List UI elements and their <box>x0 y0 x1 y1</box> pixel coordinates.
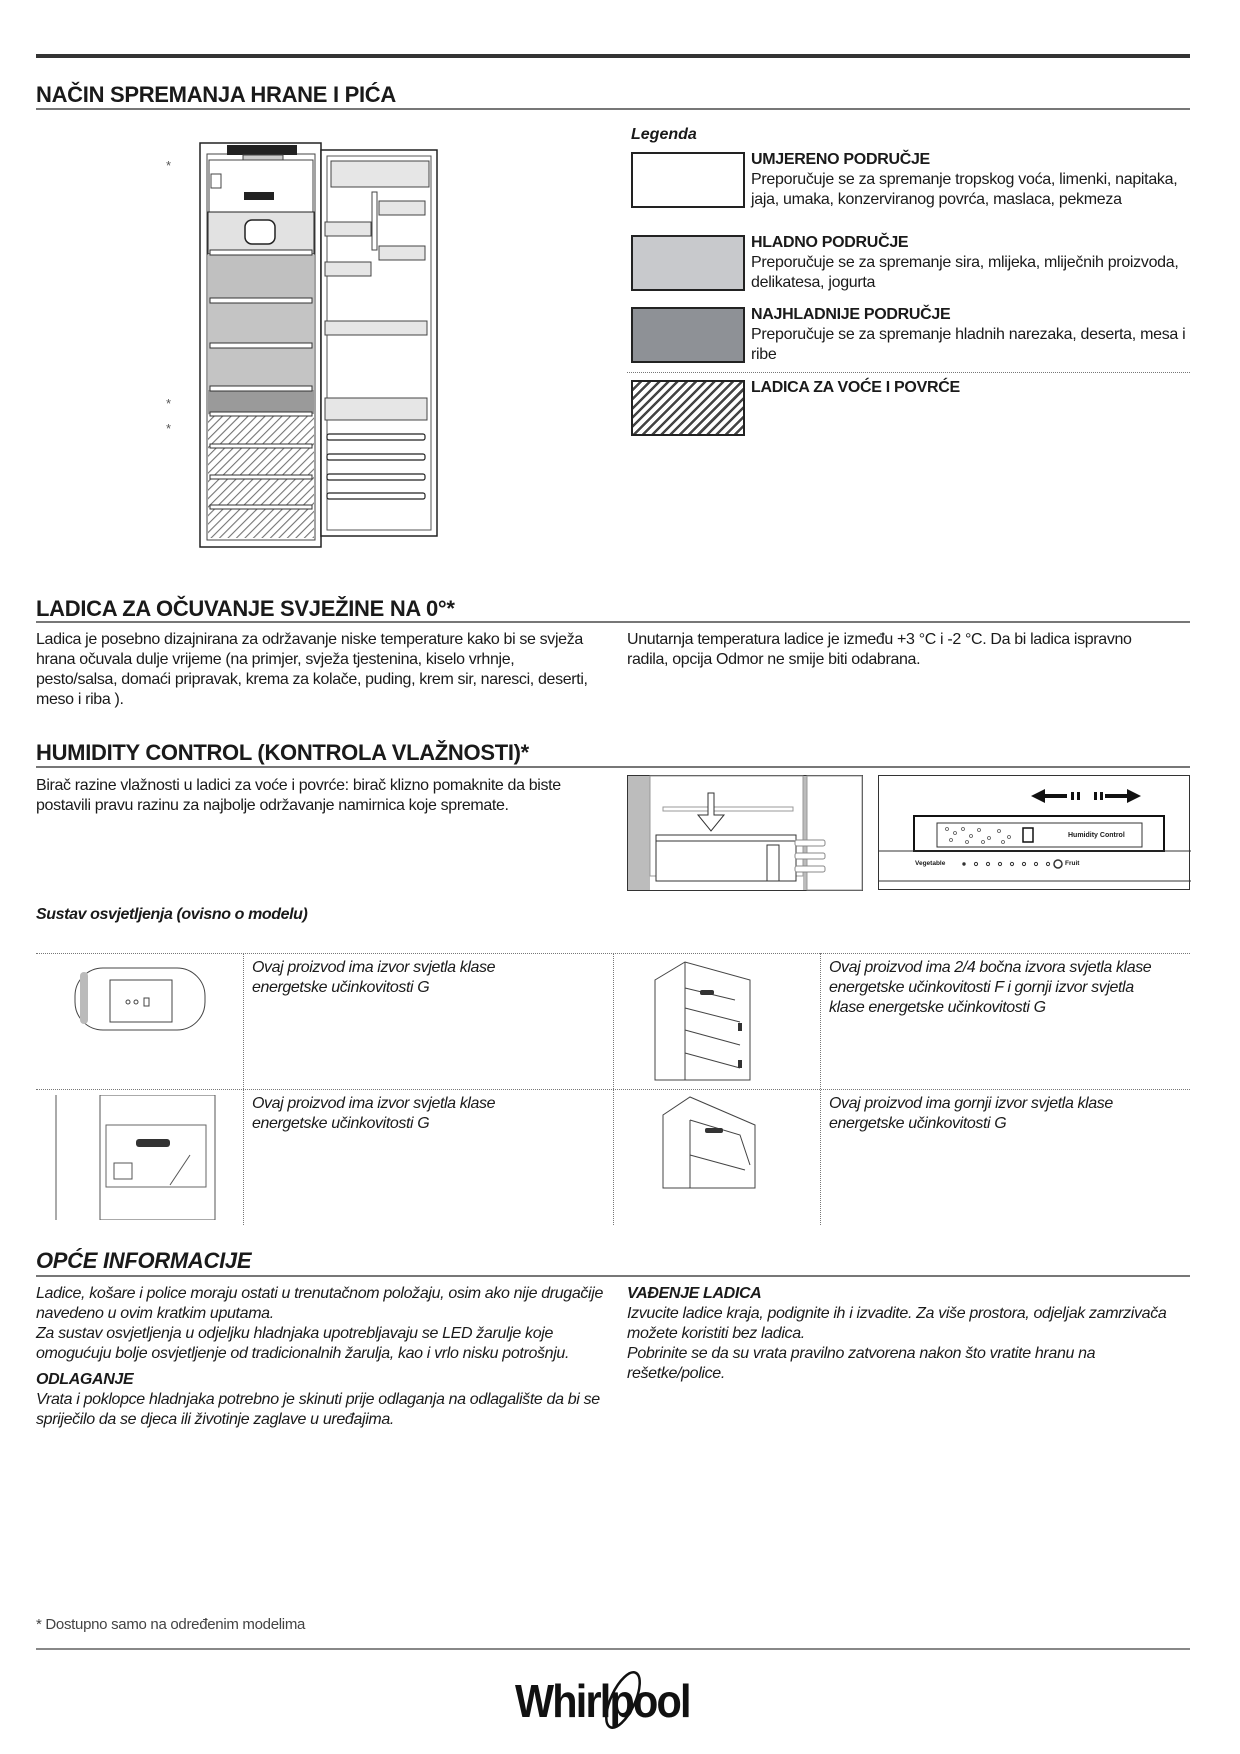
legend-item-title: HLADNO PODRUČJE <box>751 234 909 251</box>
section-title-humidity: HUMIDITY CONTROL (KONTROLA VLAŽNOSTI)* <box>36 740 529 765</box>
side-lights-illustration <box>650 960 760 1085</box>
slider-arrows-icon <box>879 776 1191 891</box>
crisper-drawer-illustration <box>627 775 863 891</box>
light-module-illustration <box>70 960 210 1040</box>
section-underline <box>36 766 1190 768</box>
legend-item-text: Preporučuje se za spremanje tropskog voća, limenki, napitaka, jaja, umaka, konzerviranog povrća, maslaca, pekmeza <box>751 171 1178 208</box>
legend-item-text: Preporučuje se za spremanje hladnih narezaka, deserta, mesa i ribe <box>751 326 1186 363</box>
humidity-control-label: Humidity Control <box>1068 832 1125 839</box>
legend-item-title: NAJHLADNIJE PODRUČJE <box>751 306 951 323</box>
legend-swatch-coldest <box>631 307 745 363</box>
disposal-text: Vrata i poklopce hladnjaka potrebno je skinuti prije odlaganja na odlagalište da bi se spriječilo da se djeca ili životinje zaglave u uređajima. <box>36 1391 600 1428</box>
footnote: * Dostupno samo na određenim modelima <box>36 1616 306 1633</box>
lighting-cell-text: Ovaj proizvod ima gornji izvor svjetla klase energetske učinkovitosti G <box>829 1095 1113 1132</box>
legend-item-title: LADICA ZA VOĆE I POVRĆE <box>751 379 960 396</box>
section-underline <box>36 621 1190 623</box>
bottom-rule <box>36 1648 1190 1650</box>
fruit-label: Fruit <box>1065 860 1080 867</box>
lighting-title: Sustav osvjetljenja (ovisno o modelu) <box>36 906 308 923</box>
general-paragraph: Za sustav osvjetljenja u odjeljku hladnjaka upotrebljavaju se LED žarulje koje omogućuju bolje osvjetljenje od tradicionalnih žarulja, kao i vrlo nisku potrošnju. <box>36 1325 570 1362</box>
humidity-slider-illustration <box>878 775 1190 890</box>
drawers-paragraph: Pobrinite se da su vrata pravilno zatvorena nakon što vratite hranu na rešetke/police. <box>627 1345 1096 1382</box>
disposal-title: ODLAGANJE <box>36 1371 134 1388</box>
grid-divider <box>820 953 821 1225</box>
general-right-column <box>627 1284 1172 1384</box>
lighting-cell-text: Ovaj proizvod ima 2/4 bočna izvora svjetla klase energetske učinkovitosti F i gornji izvor svjetla klase energetske učinkovitosti G <box>829 959 1152 1016</box>
asterisk-marker: * <box>166 158 172 173</box>
brand-name: Whirlpool <box>515 1675 690 1727</box>
lighting-cell-text: Ovaj proizvod ima izvor svjetla klase energetske učinkovitosti G <box>252 959 496 996</box>
fresh-drawer-right-text: Unutarnja temperatura ladice je između +3 °C i -2 °C. Da bi ladica ispravno radila, opcija Odmor ne smije biti odabrana. <box>627 631 1132 668</box>
grid-divider <box>613 953 614 1225</box>
humidity-text: Birač razine vlažnosti u ladici za voće i povrće: birač klizno pomaknite da biste postavili pravu razinu za najbolje održavanje namirnica koje spremate. <box>36 777 561 814</box>
legend-item-text: Preporučuje se za spremanje sira, mlijeka, mliječnih proizvoda, delikatesa, jogurta <box>751 254 1179 291</box>
section-underline <box>36 1275 1190 1277</box>
legend-item-crisper <box>751 378 1191 398</box>
drawers-title: VAĐENJE LADICA <box>627 1285 762 1302</box>
lighting-cell-text: Ovaj proizvod ima izvor svjetla klase energetske učinkovitosti G <box>252 1095 496 1132</box>
legend-swatch-moderate <box>631 152 745 208</box>
legend-divider <box>627 372 1190 373</box>
asterisk-marker: * <box>166 421 172 436</box>
legend-swatch-cold <box>631 235 745 291</box>
section-title-storage: NAČIN SPREMANJA HRANE I PIĆA <box>36 82 396 107</box>
legend-item-cold <box>751 233 1191 293</box>
grid-divider <box>243 953 244 1225</box>
vegetable-label: Vegetable <box>915 860 946 867</box>
legend-swatch-crisper <box>631 380 745 436</box>
top-light-illustration <box>660 1095 770 1190</box>
legend-item-coldest <box>751 305 1191 365</box>
legend-label: Legenda <box>631 126 697 143</box>
section-underline <box>36 108 1190 110</box>
section-title-fresh-drawer: LADICA ZA OČUVANJE SVJEŽINE NA 0°* <box>36 596 455 621</box>
general-left-column <box>36 1284 606 1430</box>
freezer-light-illustration <box>50 1095 230 1220</box>
section-title-general: OPĆE INFORMACIJE <box>36 1248 252 1273</box>
fridge-diagram <box>199 142 439 550</box>
whirlpool-logo <box>515 1668 725 1738</box>
legend-item-moderate <box>751 150 1191 210</box>
top-rule <box>36 54 1190 58</box>
drawers-paragraph: Izvucite ladice kraja, podignite ih i izvadite. Za više prostora, odjeljak zamrzivača možete koristiti bez ladica. <box>627 1305 1167 1342</box>
fresh-drawer-left-text: Ladica je posebno dizajnirana za održavanje niske temperature kako bi se svježa hrana očuvala dulje vrijeme (na primjer, svježa tjestenina, kiselo vrhnje, pesto/salsa, domaći pripravak, krema za kolače, puding, krem sir, naresci, deserti, meso i riba ). <box>36 631 588 708</box>
asterisk-marker: * <box>166 396 172 411</box>
legend-item-title: UMJERENO PODRUČJE <box>751 151 930 168</box>
general-paragraph: Ladice, košare i police moraju ostati u trenutačnom položaju, osim ako nije drugačije navedeno u ovim kratkim uputama. <box>36 1285 604 1322</box>
